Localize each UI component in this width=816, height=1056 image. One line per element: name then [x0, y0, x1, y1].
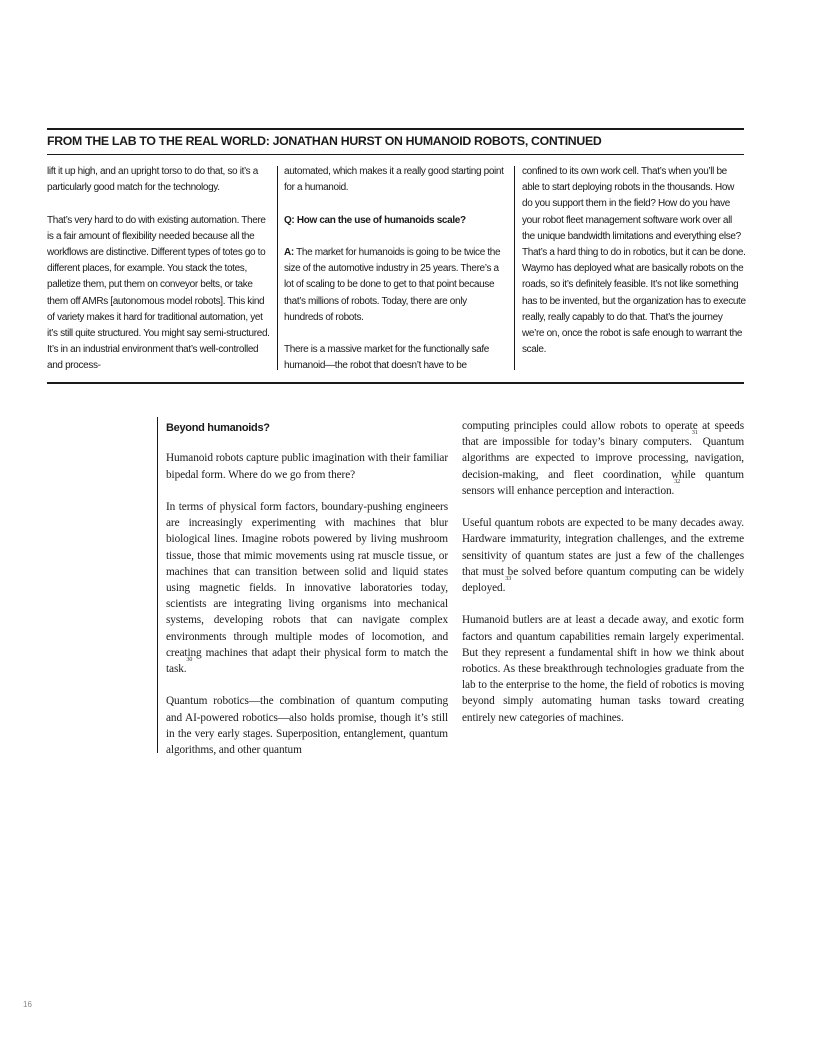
- sidebar-title: FROM THE LAB TO THE REAL WORLD: JONATHAN HURST ON HUMANOID ROBOTS, CONTINUED: [47, 134, 602, 148]
- column-divider: [277, 166, 278, 370]
- sidebar-paragraph: lift it up high, and an upright torso to do that, so it’s a particularly good match for the technology.: [47, 166, 258, 194]
- answer-label: A:: [284, 246, 294, 258]
- article-paragraph: Humanoid butlers are at least a decade away, and exotic form factors and quantum capabilities remain largely experimental. But they represent a fundamental shift in how we think about robotics. As these breakthrough technologies graduate from the lab to the enterprise to the home, the field of robotics is moving beyond simply automating human tasks toward creating entirely new categories of machines.: [462, 614, 744, 724]
- answer-text: The market for humanoids is going to be twice the size of the automotive industry in 25 years. There’s a lot of scaling to be done to get to that point because that’s millions of robots. Today, there are only hundreds of robots.: [284, 246, 501, 323]
- article-column-1: [166, 418, 448, 774]
- sidebar-column-1: [47, 164, 271, 391]
- article-paragraph: [462, 418, 744, 499]
- footnote-ref: 30: [186, 657, 193, 663]
- column-divider: [514, 166, 515, 370]
- interview-question: Q: How can the use of humanoids scale?: [284, 214, 466, 226]
- sidebar-paragraph: automated, which makes it a really good starting point for a humanoid.: [284, 166, 504, 194]
- sidebar-paragraph: That’s very hard to do with existing automation. There is a fair amount of flexibility needed because all the workflows are distinctive. Different types of totes go to different places, for example. You stack the totes, palletize them, put them on conveyor belts, or take them off AMRs [autonomous model robots]. This kind of variety makes it hard for traditional automation, yet it’s still quite structured. You might say semi-structured. It’s in an industrial environment that’s well-controlled and process-: [47, 214, 270, 372]
- footnote-ref: 31: [691, 430, 698, 437]
- footnote-ref: 32: [674, 478, 681, 485]
- sidebar-paragraph: There is a massive market for the functionally safe humanoid—the robot that doesn’t have to be: [284, 344, 490, 372]
- sidebar-paragraph: confined to its own work cell. That’s when you’ll be able to start deploying robots in the thousands. How do you support them in the field? How do you have your robot fleet management software work over all the unique bandwidth limitations and everything else? That’s a hard thing to do in robotics, but it can be done. Waymo has deployed what are basically robots on the roads, so it’s definitely feasible. It’s not like something has to be invented, but the organization has to execute really, really capably to do that. That’s the journey we’re on, once the robot is safe enough to warrant the scale.: [522, 166, 746, 356]
- article-paragraph: [462, 515, 744, 596]
- article-paragraph: Humanoid robots capture public imagination with their familiar bipedal form. Where do we go from there?: [166, 452, 448, 481]
- sidebar-column-3: [522, 164, 746, 375]
- article-paragraph: Quantum robotics—the combination of quantum computing and AI-powered robotics—also holds promise, though it’s still in the very early stages. Superposition, entanglement, quantum algorithms, and other quantum: [166, 695, 448, 756]
- interview-sidebar: [47, 128, 744, 384]
- paragraph-text: Quantum algorithms are expected to improve processing, navigation, decision-making, and fleet coordination, while quantum sensors will enhance perception and interaction.: [462, 436, 745, 497]
- footnote-ref: 33: [505, 576, 512, 583]
- article-left-rule: [157, 417, 158, 753]
- interview-answer: [284, 245, 508, 326]
- sidebar-title-rule: [47, 154, 744, 155]
- paragraph-text: In terms of physical form factors, boundary-pushing engineers are increasingly experimenting with machines that blur biological lines. Imagine robots powered by living mushroom tissue, those that mimic movements using rat muscle tissue, or machines that can transition between solid and liquid states using magnetic fields. In innovative laboratories today, scientists are integrating living organisms into mechanical systems, developing robots that can navigate complex environments through multiple modes of locomotion, and creating machines that adapt their physical form to match the task.: [166, 500, 448, 675]
- article-paragraph: [166, 499, 448, 677]
- section-heading: Beyond humanoids?: [166, 422, 270, 434]
- sidebar-column-2: [284, 164, 508, 391]
- page-number: 16: [23, 1000, 32, 1009]
- paragraph-text: computing principles could allow robots to operate at speeds that are impossible for today’s binary computers.: [462, 420, 744, 449]
- article-column-2: [462, 418, 744, 742]
- paragraph-text: Useful quantum robots are expected to be many decades away. Hardware immaturity, integration challenges, and the extreme sensitivity of quantum states are just a few of the challenges that must be solved before quantum computing can be widely deployed.: [462, 517, 744, 595]
